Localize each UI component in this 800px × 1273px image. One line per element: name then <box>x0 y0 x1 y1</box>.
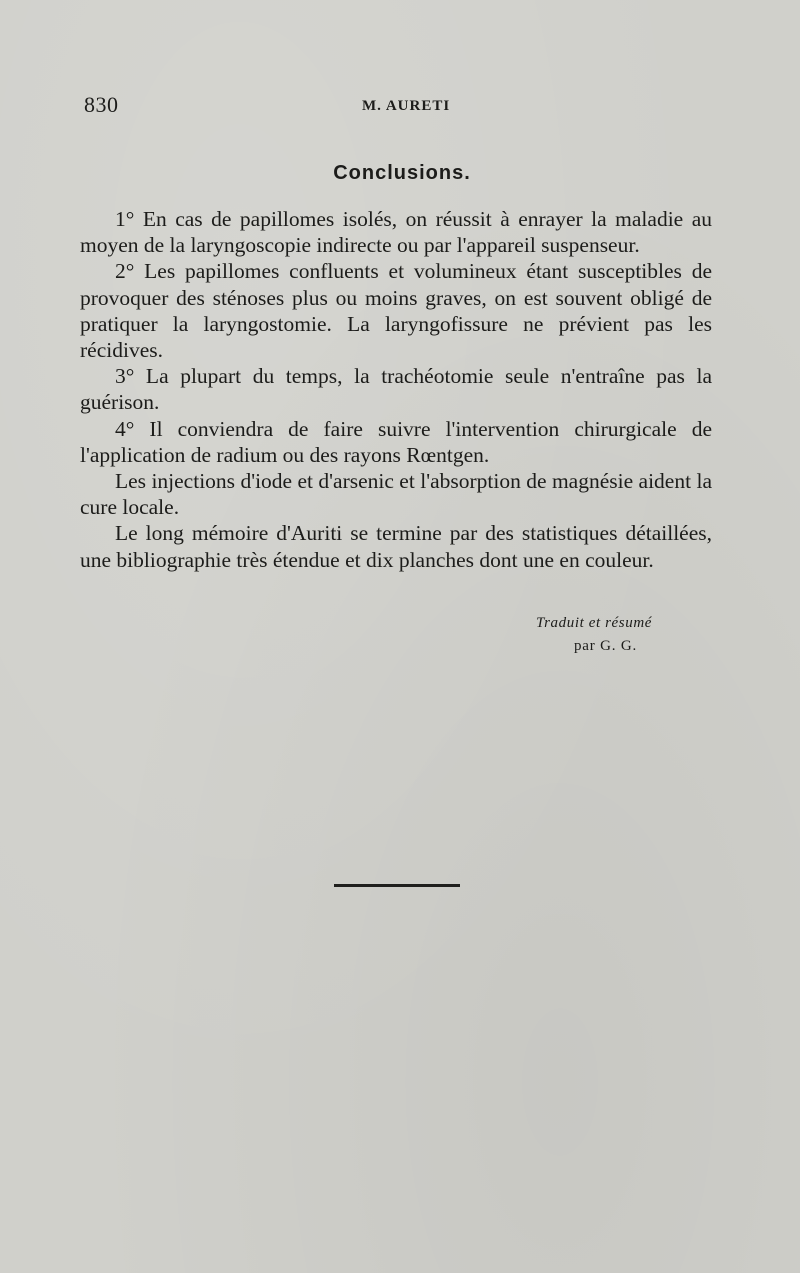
signature <box>536 612 652 658</box>
end-rule <box>334 884 460 887</box>
running-head <box>84 92 700 122</box>
section-title: Conclusions. <box>333 162 471 184</box>
paragraph-injections: Les injections d'iode et d'arsenic et l'absorption de magnésie aident la cure locale. <box>80 469 712 520</box>
paragraph-summary: Le long mémoire d'Auriti se termine par des statistiques détaillées, une bibliographie très étendue et dix planches dont une en couleur. <box>80 521 712 572</box>
conclusion-2: 2° Les papillomes confluents et volumineux étant susceptibles de provoquer des sténoses plus ou moins graves, on est souvent obligé de pratiquer la laryngostomie. La laryngofissure ne prévient pas les récidives. <box>80 259 712 363</box>
conclusion-4: 4° Il conviendra de faire suivre l'intervention chirurgicale de l'application de radium ou des rayons Rœntgen. <box>80 416 712 467</box>
signature-translated: Traduit et résumé <box>536 615 653 631</box>
running-title: M. AURETI <box>362 98 451 114</box>
page-number: 830 <box>84 92 119 117</box>
body-text <box>80 206 712 573</box>
conclusion-1: 1° En cas de papillomes isolés, on réussit à enrayer la maladie au moyen de la laryngoscopie indirecte ou par l'appareil suspenseur. <box>80 207 712 258</box>
conclusion-3: 3° La plupart du temps, la trachéotomie seule n'entraîne pas la guérison. <box>80 364 712 415</box>
signature-author: par G. G. <box>574 638 638 654</box>
